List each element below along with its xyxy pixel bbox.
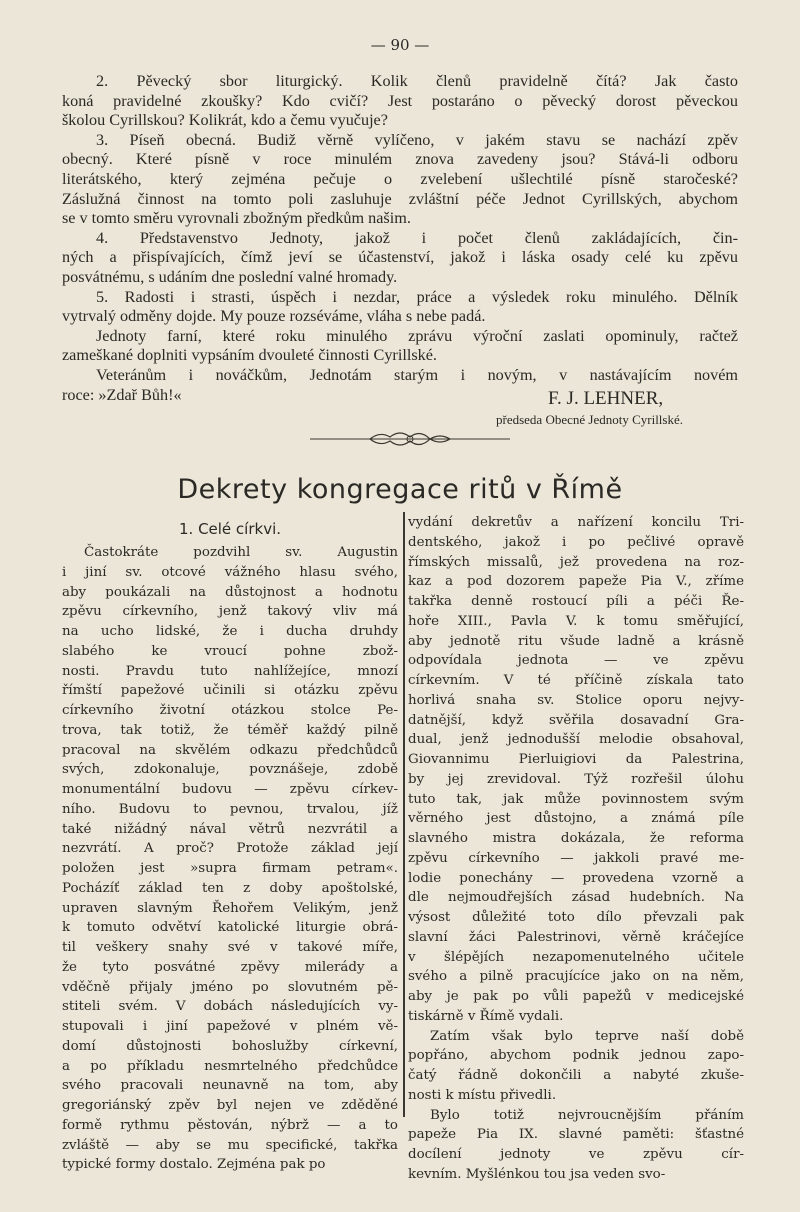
text-line: papeže Pia IX. slavné paměti: šťastné [408, 1127, 744, 1143]
text-line: Bylo totiž nejvroucnějším přáním [430, 1107, 744, 1123]
paragraph [62, 288, 738, 327]
right-column [408, 513, 744, 1185]
text-line: by jej zrevidoval. Týž rozřešil úlohu [408, 771, 744, 787]
text-line: aby je pak po vůli papežů v medicejské [408, 989, 744, 1004]
paragraph [62, 327, 738, 366]
text-line: svého pracovali neunavně na tom, aby [62, 1078, 398, 1094]
text-line: zpěvu církevního, jenž takový vliv má [62, 604, 398, 620]
column-divider [403, 512, 405, 1117]
paragraph [62, 543, 398, 1175]
article-title: Dekrety kongregace ritů v Římě [177, 474, 623, 505]
text-line: horlivá snaha sv. Stolice oporu nejvy- [408, 692, 744, 708]
text-line: slabého ke vroucí pohne zbož- [62, 643, 398, 659]
text-line: til veškery snahy své v takové míře, [62, 940, 398, 955]
paragraph [408, 513, 744, 1027]
text-line: lodie ponechány — provedena vzorně a [408, 870, 744, 886]
text-line: církevního životní otázkou stolce Pe- [62, 703, 398, 718]
text-line: popřáno, abychom podnik jednou zapo- [408, 1048, 744, 1064]
text-line: čatý řádně dokončili a nabyté zkuše- [408, 1068, 744, 1083]
text-line: nezvrátí. A proč? Protože základ její [62, 841, 398, 857]
text-line: zameškané doplniti vypsáním dvouleté činnosti Cyrillské. [62, 346, 437, 365]
text-line: Zatím však bylo teprve naší době [430, 1028, 744, 1044]
text-line: stupovali i jiní papežové v plném vě- [62, 1019, 398, 1034]
text-line: 2. Pěvecký sbor liturgický. Kolik členů pravidelně čítá? Jak často [96, 72, 738, 90]
text-line: a po příkladu nesmrtelného předchůdce [62, 1058, 398, 1074]
text-line: aby jednotě ritu všude ladně a krásně [408, 633, 744, 649]
text-line: školou Cyrillskou? Kolikrát, kdo a čemu vyučuje? [62, 111, 388, 130]
text-line: dual, jenž jednodušší melodie obsahoval, [408, 732, 744, 748]
text-line: vděčně přijaly jméno po slovutném pě- [62, 979, 398, 995]
paragraph [62, 131, 738, 229]
text-line: dentského, jakož i po pečlivé opravě [408, 534, 744, 550]
text-line: Jednoty farní, které roku minulého zprávu výroční zaslati opominuly, račtež [96, 326, 738, 345]
text-line: římských missalů, jež provedena na roz- [408, 554, 744, 570]
text-line: ního. Budovu to pevnou, trvalou, jíž [62, 801, 398, 817]
text-line: dle nejmoudřejších zásad hudebních. Na [408, 890, 744, 906]
signature-name: F. J. LEHNER, [548, 388, 664, 409]
text-line: slavného mistra dokázala, že reforma [408, 831, 744, 846]
text-line: literátského, který zejména pečuje o zvelebení ušlechtilé písně staročeské? [62, 169, 738, 188]
text-line: Záslužná činnost na tomto poli zasluhuje zvláštní péče Jednot Cyrillských, abychom [62, 189, 738, 208]
text-line: nosti. Pravdu tuto nahlížejíce, mnozí [62, 663, 398, 679]
text-line: upraven slavným Řehořem Velikým, jenž [62, 900, 398, 916]
text-line: 4. Představenstvo Jednoty, jakož i počet členů zakládajících, čin- [96, 228, 738, 247]
text-line: obecný. Které písně v roce minulém znova zavedeny jsou? Stává-li odboru [62, 150, 738, 169]
paragraph [62, 229, 738, 288]
text-line: Pocházíť základ ten z doby apoštolské, [62, 880, 398, 896]
text-line: výsost důležité toto dílo převzali pak [408, 910, 744, 925]
text-line: takřka denně rostoucí píli a péči Ře- [408, 594, 744, 609]
text-line: položen jest »supra firmam petram«. [62, 861, 398, 876]
text-line: na ucho lidské, že i ducha druhdy [62, 624, 398, 639]
text-line: monumentální budovu — zpěvu církev- [62, 782, 398, 797]
text-line: římští papežové učinili si otázku zpěvu [62, 683, 398, 699]
text-line: Giovannimu Pierluigiovi da Palestrina, [408, 752, 744, 767]
paragraph [62, 72, 738, 131]
text-line: odpovídala jednota — ve zpěvu [408, 653, 744, 669]
text-line: domí důstojnosti bohoslužby církevní, [62, 1038, 398, 1054]
text-line: svých, zdokonaluje, povznášeje, zdobě [62, 762, 398, 778]
text-line: datnější, když svěřila dosavadní Gra- [408, 712, 744, 728]
text-line: typické formy dostalo. Zejména pak po [62, 1157, 326, 1173]
paragraph [408, 1027, 744, 1106]
text-line: zpěvu církevního — jakkoli pravé me- [408, 850, 744, 866]
text-line: 5. Radosti i strasti, úspěch i nezdar, práce a výsledek roku minulého. Dělník [96, 287, 738, 306]
ornament-divider-icon [310, 428, 510, 450]
text-line: církevním. V té příčině získala tato [408, 673, 744, 688]
text-line: také nižádný nával větrů nezvrátil a [62, 821, 398, 837]
text-line: stiteli svém. V dobách následujících vy- [62, 999, 398, 1015]
text-line: i jiní sv. otcové vážného hlasu svého, [62, 564, 398, 580]
circular-questions-section [62, 72, 738, 405]
text-line: vydání dekretův a nařízení koncilu Tri- [408, 515, 744, 530]
text-line: že tyto posvátné zpěvy milerády a [62, 959, 398, 975]
text-line: formě rythmu pěstován, nýbrž — a to [62, 1117, 398, 1133]
article-subtitle: 1. Celé církvi. [178, 520, 282, 538]
text-line: koná pravidelné zkoušky? Kdo cvičí? Jest postaráno o pěvecký dorost pěveckou [62, 91, 738, 110]
text-line: pracoval na skvělém odkazu předchůdců [62, 742, 398, 758]
left-column [62, 543, 398, 1175]
text-line: Veteránům i nováčkům, Jednotám starým i novým, v nastávajícím novém [96, 365, 738, 384]
text-line: docílení jednoty ve zpěvu cír- [408, 1147, 744, 1162]
text-line: věrného jest důstojno, a známá píle [408, 811, 744, 827]
text-line: k tomuto odvětví katolické liturgie obrá- [62, 920, 398, 936]
text-line: roce: »Zdař Bůh!« [62, 385, 182, 404]
text-line: nosti k místu přivedli. [408, 1087, 557, 1103]
paragraph [408, 1106, 744, 1185]
text-line: hoře XIII., Pavla V. k tomu směřující, [408, 613, 744, 629]
text-line: trova, tak totiž, že téměř každý pilně [62, 722, 398, 738]
text-line: kaz a pod dozorem papeže Pia V., zříme [408, 574, 744, 590]
text-line: kevním. Myšlénkou tou jsa veden svo- [408, 1166, 666, 1182]
text-line: zvláště — aby se mu specifické, takřka [62, 1137, 398, 1153]
text-line: ných a přispívajících, čímž jeví se účastenství, jakož i láska osady celé ku zpěvu [62, 248, 738, 267]
text-line: svého a pilně pracujícíce jako on na něm, [408, 969, 744, 985]
page-number: — 90 — [370, 36, 430, 54]
text-line: aby poukázali na důstojnost a hodnotu [62, 584, 398, 600]
signature-role: předseda Obecné Jednoty Cyrillské. [496, 412, 684, 427]
text-line: v šlépějích nezapomenutelného učitele [408, 949, 744, 965]
text-line: 3. Píseň obecná. Budiž věrně vylíčeno, v jakém stavu se nachází zpěv [96, 130, 738, 149]
text-line: slavní žáci Palestrinovi, věrně kráčejíce [408, 929, 744, 945]
text-line: tuto tak, jak může povinnostem svým [408, 791, 744, 807]
text-line: tiskárně v Římě vydali. [408, 1008, 564, 1024]
text-line: gregoriánský zpěv byl nejen ve zděděné [62, 1098, 398, 1113]
text-line: posvátnému, s udáním dne poslední valné hromady. [62, 267, 398, 286]
text-line: Častokráte pozdvihl sv. Augustin [84, 545, 398, 560]
text-line: se v tomto směru vyrovnali zbožným předkům našim. [62, 209, 411, 228]
text-line: vytrvalý odměny dojde. My pouze rozséváme, vláha s nebe padá. [62, 307, 486, 326]
